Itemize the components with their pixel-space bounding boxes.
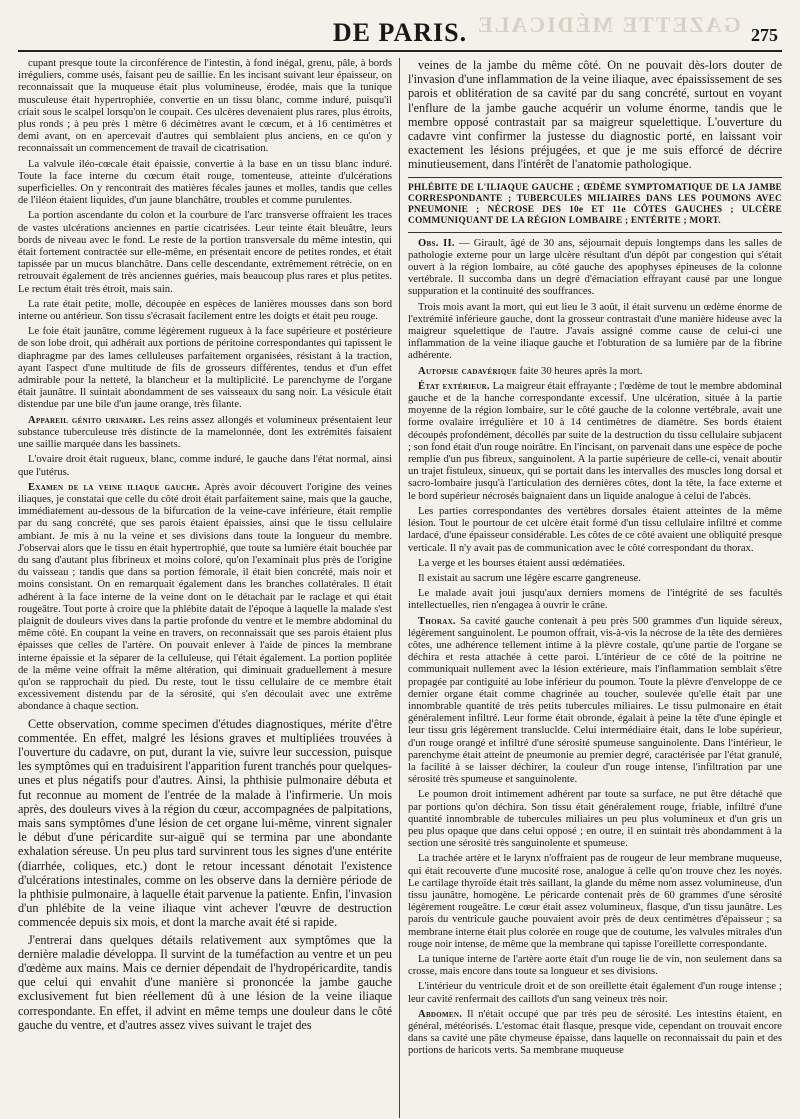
right-column <box>399 58 782 1118</box>
paragraph <box>18 482 392 714</box>
paragraph: Les parties correspondantes des vertèbres dorsales étaient atteintes de la même lésion. Tout le pourtour de cet ulcère était formé d'un tissu cellulaire infiltré et comme lardacé, d'une épaisseur considérable. Les côtes de ce côté avaient une obliquité presque verticale. Il n'y avait pas de communication avec le côté correspondant du thorax. <box>408 505 782 554</box>
paragraph: L'intérieur du ventricule droit et de son oreillette était également d'un rouge intense ; leur cavité renfermait des caillots d'un sang veineux très noir. <box>408 981 782 1005</box>
paragraph: Trois mois avant la mort, qui eut lieu le 3 août, il était survenu un œdème énorme de l'extrémité inférieure gauche, dont la grosseur contrastait d'une manière hideuse avec la maigreur squelettique de l'autre. J'avais assigné comme cause de celui-ci une inflammation de la veine iliaque gauche et l'obturation de sa lumière par de la fibrine adhérente. <box>408 301 782 362</box>
paragraph <box>408 1009 782 1058</box>
paragraph <box>408 616 782 787</box>
section-label: Obs. II. <box>418 237 455 249</box>
paragraph: La valvule iléo-cœcale était épaissie, convertie à la base en un tissu blanc induré. Toute la face interne du cœcum était rouge, tomenteuse, atteinte d'ulcérations superficielles. On y rencontrait des matières fécales jaunes et molles, tandis que celles de l'iléon étaient liquides, d'un jaune blanchâtre, troubles et comme purulentes. <box>18 158 392 207</box>
section-label: État extérieur. <box>418 380 490 392</box>
divider <box>408 232 782 233</box>
divider <box>408 177 782 178</box>
section-label: Examen de la veine iliaque gauche. <box>28 481 201 493</box>
paragraph: La portion ascendante du colon et la courbure de l'arc transverse offraient les traces de vastes ulcérations anciennes en partie cicatrisées. Leur teinte était bleuâtre, leurs bords de niveau avec le fond. Le reste de la portion transversale du même intestin, qui était fortement contractée sur elle-même, en présentait encore de petites rondes, et était tapissée par un mucus blanchâtre. Dans celle descendante, extrêmement rétrécie, on en retrouvait également de très anciennes guéries, mais beaucoup plus rares et plus petites. Le rectum était très étroit, mais sain. <box>18 210 392 295</box>
left-column <box>18 58 399 1118</box>
paragraph: J'entrerai dans quelques détails relativement aux symptômes que la dernière maladie développa. Il survint de la tuméfaction au ventre et un peu d'œdème aux mains. Mais ce dernier dépendait de l'hydropéricardite, tandis que celui qui envahit d'une manière si prononcée la jambe gauche exclusivement fut bien réellement dû à une lésion de la veine iliaque correspondante. En effet, il advint en même temps une douleur dans le côté gauche du ventre, et d'autres assez vives suivant le trajet des <box>18 932 392 1032</box>
bleed-through-text: GAZETTE MÉDICALE <box>476 12 742 37</box>
paragraph: L'ovaire droit était rugueux, blanc, comme induré, le gauche dans l'état normal, ainsi que l'utérus. <box>18 454 392 478</box>
paragraph: La trachée artère et le larynx n'offraient pas de rougeur de leur membrane muqueuse, qui était recouverte d'une mucosité rose, analogue à celle qu'on trouve chez les noyés. Le cartilage thyroïde était très saillant, la glande du même nom assez volumineuse, d'un tissu jaunâtre, homogène. Le péricarde contenait près de 60 grammes d'une sérosité légèrement rougeâtre. Le cœur était assez volumineux, flasque, d'un tissu jaunâtre. Les parois du ventricule gauche pouvaient avoir près de deux centimètres d'épaisseur ; sa membrane interne était plus colorée en rouge que de coutume, les valvules mitrales d'un rouge noir intense, de même que la membrane qui tapisse l'oreillette correspondante. <box>408 853 782 950</box>
paragraph: Le foie était jaunâtre, comme légèrement rugueux à la face supérieure et postérieure de son lobe droit, qui adhérait aux portions de péritoine correspondantes qui tapissent le diaphragme par des lames celluleuses parfaitement organisées, résistant à la traction, ayant l'aspect d'une multitude de fils de grosseurs différentes, tendus et d'un effet admirable pour la netteté, la blancheur et la multiplicité. Le parenchyme de l'organe était jaunâtre. Il suintait abondamment de ses vaisseaux du sang noir. La vésicule était distendue par une bile d'un jaune orange, très filante. <box>18 326 392 411</box>
paragraph-text: La maigreur était effrayante ; l'œdème de tout le membre abdominal gauche et de la hanche correspondante excessif. Une ulcération, située à la partie moyenne de la région lombaire, sur le côté gauche de la colonne vertébrale, avait une forme ovalaire irrégulière et 10 à 14 centimètres de diamètre. Ses bords étaient découpés profondément, décollés par suite de la destruction du tissu cellulaire subjacent ; son fond était d'un rouge noirâtre. En l'incisant, on parvenait dans une espèce de poche remplie d'un pus fibreux, sanguinolent. A la partie supérieure de celle-ci, venait aboutir un trajet fistuleux, sinueux, qui se portait dans les intervalles des muscles long dorsal et sacro-lombaire jusqu'à l'articulation des dernières côtes, dont la tête, la face externe et le bord supérieur nécrosés baignaient dans un liquide analogue à celui de l'abcès. <box>408 380 782 502</box>
paragraph: Il existait au sacrum une légère escarre gangreneuse. <box>418 572 641 584</box>
paragraph-text: faite 30 heures après la mort. <box>516 365 643 377</box>
paragraph: cupant presque toute la circonférence de l'intestin, à fond inégal, grenu, pâle, à bords irréguliers, comme usés, faisant peu de saillie. En les incisant suivant leur épaisseur, on reconnaissait que la muqueuse était plus volumineuse, érodée, mais que la tunique musculeuse était hypertrophiée, convertie en un tissu blanc, comme induré, puisqu'il criait sous le scalpel lorsqu'on le coupait. Ces ulcères devenaient plus rares, plus étroits, plus ronds ; à peu près 1 mètre 6 décimètres avant le cœcum, et à 16 centimètres et demi avant, on en apercevait d'autres qui semblaient plus anciens, en ce qu'on y reconnaissait un commencement de travail de cicatrisation. <box>18 58 392 155</box>
paragraph: Le malade avait joui jusqu'aux derniers momens de l'intégrité de ses facultés intellectuelles, rien n'engagea à ouvrir le crâne. <box>408 588 782 612</box>
paragraph <box>408 381 782 503</box>
observation-heading: PHLÉBITE DE L'ILIAQUE GAUCHE ; ŒDÈME SYMPTOMATIQUE DE LA JAMBE CORRESPONDANTE ; TUBERCULES MILIAIRES DANS LES POUMONS AVEC PNEUMONIE ; NÉCROSE DES 10e ET 11e CÔTES GAUCHES ; ULCÈRE COMMUNIQUANT DE LA RÉGION LOMBAIRE ; ENTÉRITE ; MORT. <box>408 182 782 226</box>
paragraph-text: — Girault, âgé de 30 ans, séjournait depuis longtemps dans les salles de pathologie externe pour un large ulcère résultant d'un dépôt par congestion qui s'était ouvert à la région lombaire, au côté gauche des apophyses épineuses de la colonne vertébrale. Il succomba dans un degré d'émaciation effrayant causé par une longue suppuration et la continuité des souffrances. <box>408 237 782 298</box>
paragraph: Le poumon droit intimement adhérent par toute sa surface, ne put être détaché que par portions qu'on déchira. Son tissu était généralement rouge, friable, infiltré d'une quantité innombrable de tubercules miliaires un peu plus volumineux et d'un gris un peu plus opaque que dans celui opposé ; en outre, il en suintait très abondamment à la section une sérosité très sanguinolente et spumeuse. <box>408 789 782 850</box>
text-columns <box>18 58 782 1118</box>
paragraph-text: Les reins assez allongés et volumineux présentaient leur substance tuberculeuse très distincte de la mamelonnée, dont les extrémités faisaient une saillie marquée dans les bassinets. <box>18 414 392 451</box>
section-label: Autopsie cadavérique <box>418 365 517 377</box>
paragraph <box>18 415 392 452</box>
paragraph-text: Il n'était occupé que par très peu de sérosité. Les intestins étaient, en général, météorisés. L'estomac était flasque, presque vide, cependant on trouvait encore dans sa cavité une pâte chymeuse épaisse, dans laquelle on reconnaissait du pain et des portions de haricots verts. Sa membrane muqueuse <box>408 1008 782 1057</box>
page-title: DE PARIS. <box>332 18 468 47</box>
paragraph-text: Sa cavité gauche contenait à peu près 500 grammes d'un liquide séreux, légèrement sanguinolent. Le poumon offrait, vis-à-vis la nécrose de la tête des dernières côtes, une adhérence tellement intime à la plèvre costale, qu'une partie de l'organe se déchira et resta attachée à cette paroi. L'intérieur de ce côté de la poitrine ne communiquait nullement avec la lésion extérieure, mais l'inflammation semblait s'être propagée par contiguité au lobe inférieur du poumon. Toute la plèvre d'enveloppe de ce dernier organe était comme chagrinée au toucher, soulevée qu'elle était par une innombrable quantité de très petits tubercules miliaires. Le tissu pulmonaire en était généralement infiltré. Leur forme était obronde, égalait à peine la tête d'une épingle et leur tissu gris légèrement transluclde. Celui intermédiaire était, dans le lobe supérieur, d'un rouge orangé et infiltré d'une sérosité spumeuse sanguinolente. Dans l'intérieur, le parenchyme était atteint de pneumonie au premier degré, caractérisée par l'état granulé, la facilité à se laisser déchirer, la couleur d'un rouge intense, l'infiltration par une sérosité très spumeuse et sanguinolente. <box>408 615 782 786</box>
section-label: Thorax. <box>418 615 456 627</box>
section-label: Abdomen. <box>418 1008 463 1020</box>
paragraph: veines de la jambe du même côté. On ne pouvait dès-lors douter de l'invasion d'une inflammation de la veine iliaque, avec épaississement de ses parois et oblitération de sa cavité par du sang concrété, surtout en voyant l'enflure de la jambe gauche acquérir un volume énorme, tandis que le membre opposé contrastait par sa maigreur squelettique. L'ouverture du cadavre vint confirmer la justesse du diagnostic porté, en laissant voir exactement les lésions préjugées, et que je me suis efforcé de décrire minutieusement, dans l'intérêt de l'anatomie pathologique. <box>408 58 782 172</box>
page-number: 275 <box>751 25 778 45</box>
paragraph <box>408 366 782 378</box>
paragraph: La verge et les bourses étaient aussi œdématiées. <box>418 557 625 569</box>
paragraph-text: Après avoir découvert l'origine des veines iliaques, je constatai que celle du côté droit était parfaitement saine, mais que la gauche, immédiatement au-dessous de la bifurcation de la veine-cave inférieure, était remplie par du sang concrété, que ses parois étaient épaissies, ainsi que le tissu cellulaire ambiant. Je mis à nu la veine et ses divisions dans toute la longueur du membre. J'observai alors que le tissu en était hypertrophié, que toute sa lumière était bouchée par du sang d'autant plus fibrineux et moins coloré, qu'on l'examinait plus près de l'origine du vaisseau ; tandis que dans sa portion fémorale, il était bien concrété, mais noir et moins consistant. On en remarquait également dans les branches collatérales. Il était adhérent à la face interne de la veine dont on le détachait par le raclage et qui était rougeâtre. Tout porte à croire que la phlébite datait de l'époque à laquelle la malade s'est plaignit de douleurs vives dans la partie profonde du ventre et le membre abdominal du même côté. En coupant la veine en travers, on reconnaissait que ses parois étaient plus épaisses que celles de l'artère. On pouvait enlever à l'aide de pinces la membrane interne épaissie et la séparer de la celluleuse, qui l'était également. La portion poplitée de la même veine offrait la même altération, qui diminuait graduellement à mesure qu'on se rapprochait du pied. Du reste, tout le tissu cellulaire de ce membre était excessivement distendu par de la sérosité, qui s'en découlait avec une extrême abondance à chaque section. <box>18 481 392 713</box>
paragraph <box>408 238 782 299</box>
paragraph: La tunique interne de l'artère aorte était d'un rouge lie de vin, non seulement dans sa crosse, mais encore dans toute sa longueur et ses divisions. <box>408 954 782 978</box>
paragraph: La rate était petite, molle, découpée en espèces de lanières mousses dans son bord interne ou antérieur. Son tissu s'écrasait facilement entre les doigts et était peu rouge. <box>18 298 392 323</box>
paragraph: Cette observation, comme specimen d'études diagnostiques, mérite d'être commentée. En effet, malgré les lésions graves et multipliées trouvées à l'ouverture du cadavre, on put, durant la vie, suivre leur succession, puisque les symptômes qui en traduisirent l'apparition furent tranchés pour quelques-unes et plus négatifs pour d'autres. Ainsi, la phthisie pulmonaire débuta et fut reconnue au moment de l'entrée de la malade à l'infirmerie. Un mois après, des douleurs vives à la région du cœur, accompagnées de palpitations, mais sans symptômes d'une lésion de cet organe lui-même, vinrent signaler le début d'une péricardite sur-aiguë qui se termina par une abondante exhalation séreuse. Un peu plus tard survinrent tous les signes d'une entérite (diarrhée, coliques, etc.) dont le retour incessant dénotait l'existence d'ulcérations intestinales, comme on les observe dans la dernière période de la phthisie pulmonaire, à laquelle était parvenue la patiente. Enfin, l'invasion d'un phlébite de la veine iliaque vint achever l'œuvre de destruction commencée depuis six mois, et dont la marche avait été si rapide. <box>18 716 392 930</box>
section-label: Appareil génito urinaire. <box>28 414 146 426</box>
page-header <box>18 12 782 52</box>
